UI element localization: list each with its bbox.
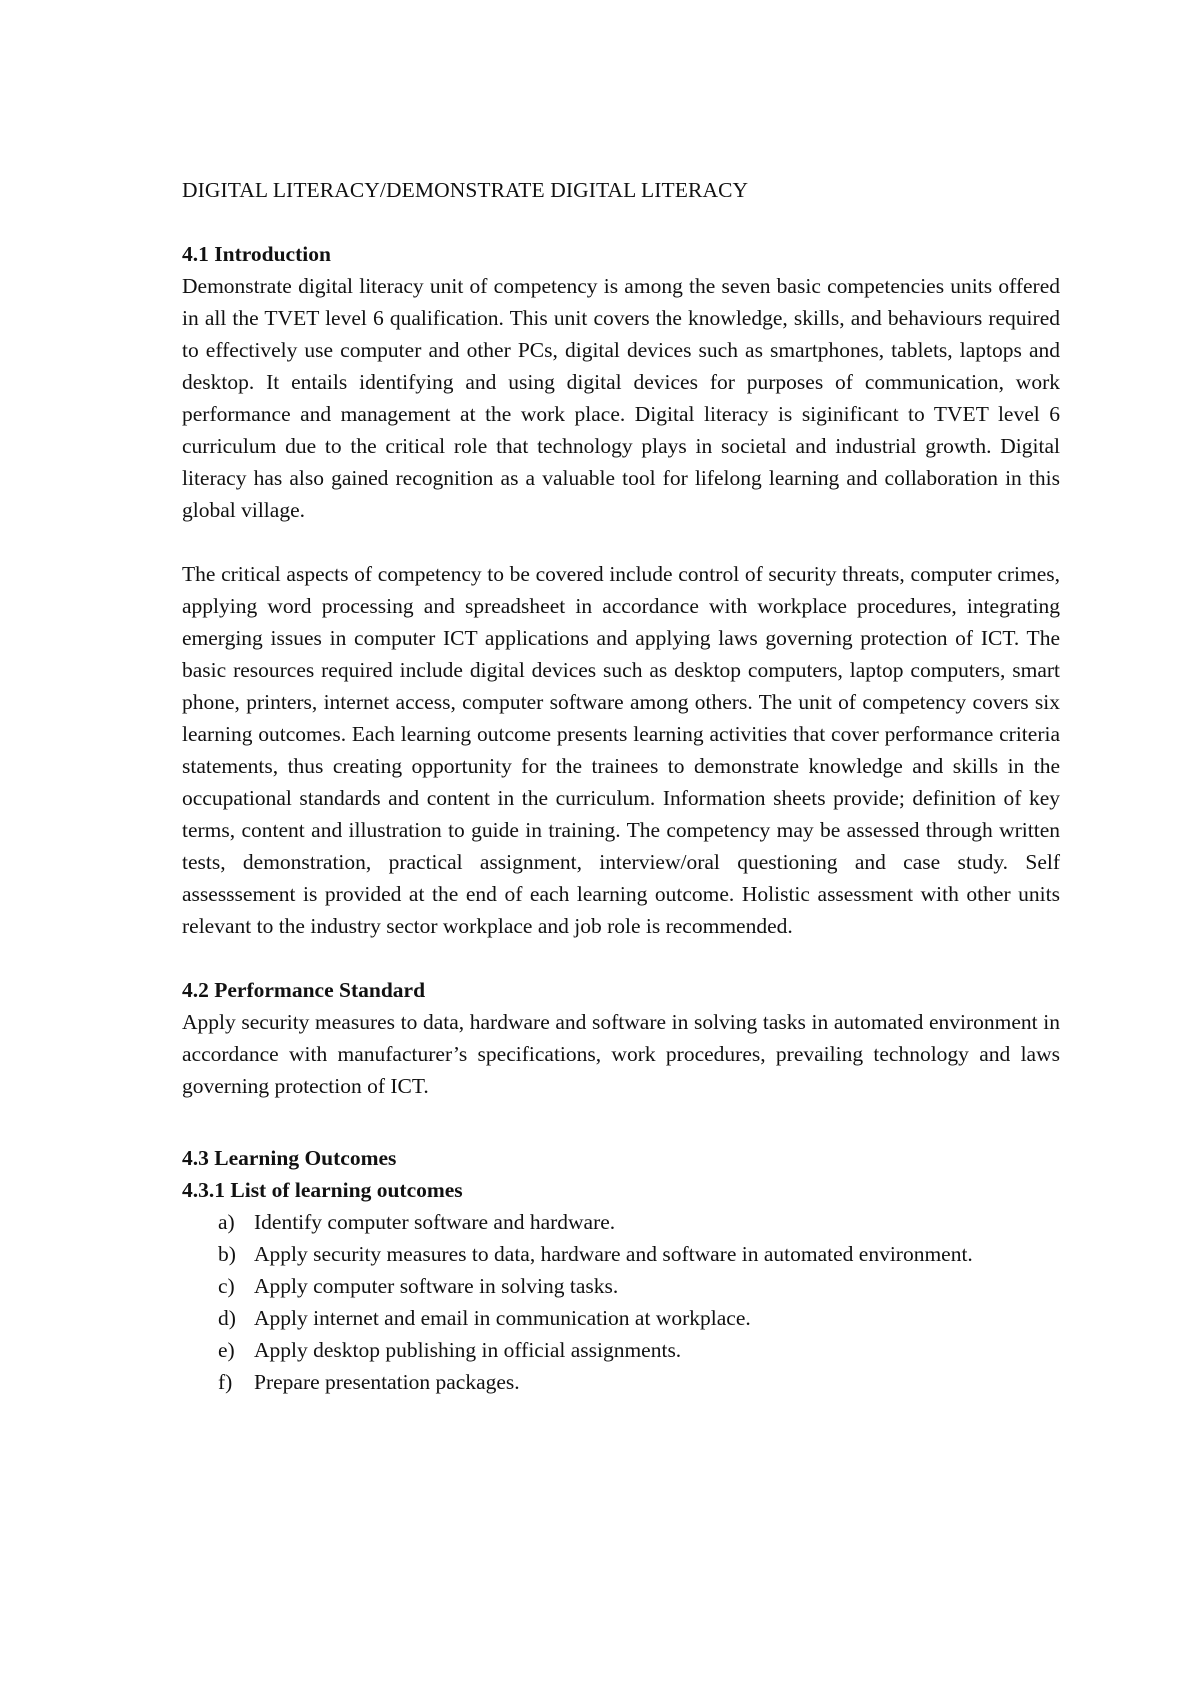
learning-outcomes-section (182, 1142, 1060, 1398)
introduction-heading: 4.1 Introduction (182, 242, 331, 266)
list-marker: d) (218, 1306, 236, 1330)
list-marker: c) (218, 1274, 235, 1298)
list-item (182, 1366, 1060, 1398)
list-item (182, 1270, 1060, 1302)
performance-standard-heading: 4.2 Performance Standard (182, 978, 426, 1002)
list-item-text: Apply security measures to data, hardware and software in automated environment. (254, 1242, 973, 1266)
performance-standard-section (182, 974, 1060, 1102)
list-item (182, 1238, 1060, 1270)
list-item (182, 1302, 1060, 1334)
list-item (182, 1334, 1060, 1366)
list-item-text: Prepare presentation packages. (254, 1370, 520, 1394)
list-item (182, 1206, 1060, 1238)
list-marker: f) (218, 1370, 233, 1394)
learning-outcomes-list (182, 1206, 1060, 1398)
list-item-text: Identify computer software and hardware. (254, 1210, 616, 1234)
introduction-paragraph-1: Demonstrate digital literacy unit of competency is among the seven basic competencies units offered in all the TVET level 6 qualification. This unit covers the knowledge, skills, and behaviours required to effectively use computer and other PCs, digital devices such as smartphones, tablets, laptops and desktop. It entails identifying and using digital devices for purposes of communication, work performance and management at the work place. Digital literacy is siginificant to TVET level 6 curriculum due to the critical role that technology plays in societal and industrial growth. Digital literacy has also gained recognition as a valuable tool for lifelong learning and collaboration in this global village. (182, 274, 1060, 522)
spacer (182, 1102, 1060, 1142)
list-marker: a) (218, 1210, 235, 1234)
list-item-text: Apply computer software in solving tasks. (254, 1274, 619, 1298)
learning-outcomes-heading: 4.3 Learning Outcomes (182, 1146, 397, 1170)
introduction-paragraph-2: The critical aspects of competency to be covered include control of security threats, computer crimes, applying word processing and spreadsheet in accordance with workplace procedures, integrating emerging issues in computer ICT applications and applying laws governing protection of ICT. The basic resources required include digital devices such as desktop computers, laptop computers, smart phone, printers, internet access, computer software among others. The unit of competency covers six learning outcomes. Each learning outcome presents learning activities that cover performance criteria statements, thus creating opportunity for the trainees to demonstrate knowledge and skills in the occupational standards and content in the curriculum. Information sheets provide; definition of key terms, content and illustration to guide in training. The competency may be assessed through written tests, demonstration, practical assignment, interview/oral questioning and case study. Self assesssement is provided at the end of each learning outcome. Holistic assessment with other units relevant to the industry sector workplace and job role is recommended. (182, 562, 1060, 938)
document-title: DIGITAL LITERACY/DEMONSTRATE DIGITAL LITERACY (182, 178, 749, 202)
list-item-text: Apply internet and email in communication at workplace. (254, 1306, 751, 1330)
list-marker: e) (218, 1338, 235, 1362)
document-page (182, 174, 1060, 1398)
list-item-text: Apply desktop publishing in official assignments. (254, 1338, 682, 1362)
spacer (182, 206, 1060, 238)
learning-outcomes-subheading: 4.3.1 List of learning outcomes (182, 1178, 463, 1202)
spacer (182, 942, 1060, 974)
list-marker: b) (218, 1242, 236, 1266)
spacer (182, 526, 1060, 558)
performance-standard-paragraph: Apply security measures to data, hardware and software in solving tasks in automated environment in accordance with manufacturer’s specifications, work procedures, prevailing technology and laws governing protection of ICT. (182, 1010, 1060, 1098)
introduction-section (182, 238, 1060, 942)
